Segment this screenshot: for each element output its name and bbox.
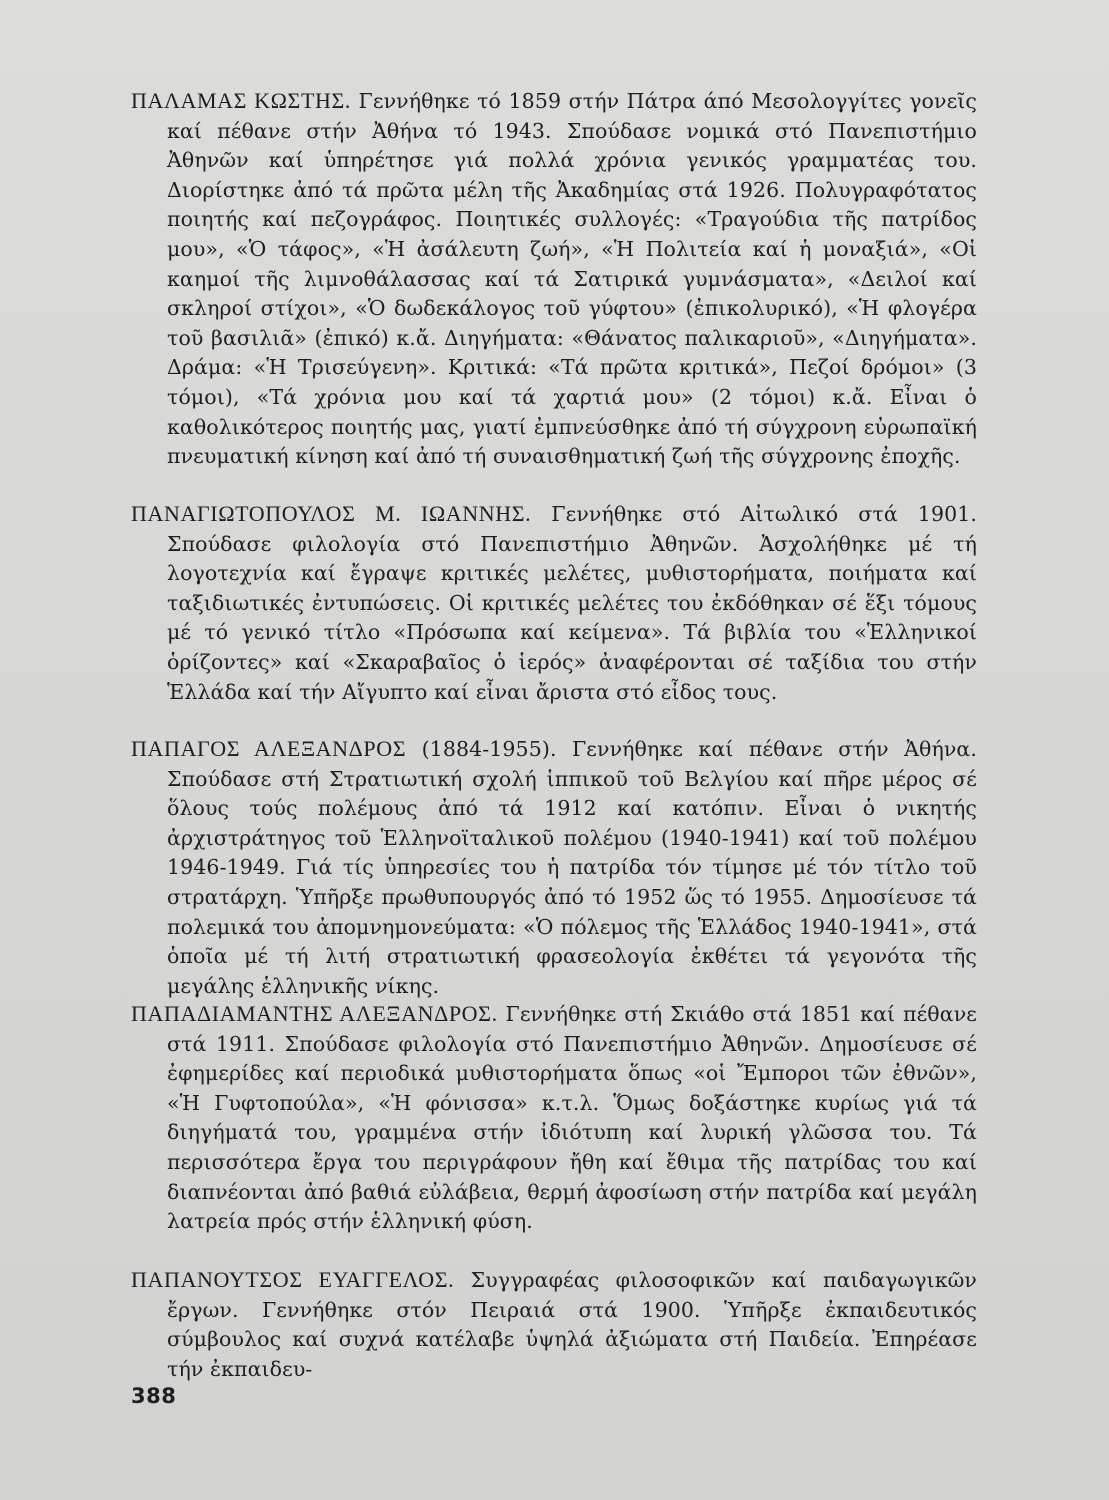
entry-text: Γεννήθηκε στό Αἰτωλικό στά 1901. Σπούδασε φιλολογία στό Πανεπιστήμιο Ἀθηνῶν. Ἀσχολήθηκε μέ τή λογοτεχνία καί ἔγραψε κριτικές μελέτες, μυθιστορήματα, ποιήματα καί ταξιδιωτικές ἐντυπώσεις. Οἱ κριτικές μελέτες του ἐκδόθηκαν σέ ἕξι τόμους μέ τό γενικό τίτλο «Πρόσωπα καί κείμενα». Τά βιβλία του «Ἑλληνικοί ὁρίζοντες» καί «Σκαραβαῖος ὁ ἱερός» ἀναφέρονται σέ ταξίδια του στήν Ἑλλάδα καί τήν Αἴγυπτο καί εἶναι ἄριστα στό εἶδος τους.	[167, 502, 977, 704]
entry-paragraph	[131, 499, 977, 707]
entry-paragraph	[131, 999, 977, 1237]
entry-text: (1884-1955). Γεννήθηκε καί πέθανε στήν Ἀθήνα. Σπούδασε στή Στρατιωτική σχολή ἱππικοῦ τοῦ Βελγίου καί πῆρε μέρος σέ ὅλους τούς πολέμους ἀπό τά 1912 καί κατόπιν. Εἶναι ὁ νικητής ἀρχιστράτηγος τοῦ Ἑλληνοϊταλικοῦ πολέμου (1940-1941) καί τοῦ πολέμου 1946-1949. Γιά τίς ὑπηρεσίες του ἡ πατρίδα τόν τίμησε μέ τόν τίτλο τοῦ στρατάρχη. Ὑπῆρξε πρωθυπουργός ἀπό τό 1952 ὥς τό 1955. Δημοσίευσε τά πολεμικά του ἀπομνημονεύματα: «Ὁ πόλεμος τῆς Ἑλλάδος 1940-1941», στά ὁποῖα μέ τή λιτή στρατιωτική φρασεολογία ἐκθέτει τά γεγονότα τῆς μεγάλης ἑλληνικῆς νίκης.	[167, 737, 977, 998]
entry-heading: ΠΑΝΑΓΙΩΤΟΠΟΥΛΟΣ Μ. ΙΩΑΝΝΗΣ.	[131, 501, 532, 526]
entry-heading: ΠΑΠΑΝΟΥΤΣΟΣ ΕΥΑΓΓΕΛΟΣ.	[131, 1267, 455, 1292]
entry-palamas	[131, 86, 977, 472]
entry-panagiotopoulos	[131, 499, 977, 707]
entry-papanoutsos	[131, 1265, 977, 1384]
entry-heading: ΠΑΠΑΓΟΣ ΑΛΕΞΑΝΔΡΟΣ	[131, 736, 407, 761]
page-number: 388	[131, 1384, 177, 1408]
entry-text: Συγγραφέας φιλοσοφικῶν καί παιδαγωγικῶν ἔργων. Γεννήθηκε στόν Πειραιά στά 1900. Ὑπῆρξε ἐκπαιδευτικός σύμβουλος καί συχνά κατέλαβε ὑψηλά ἀξιώματα στή Παιδεία. Ἐπηρέασε τήν ἐκπαιδευ-	[167, 1268, 977, 1381]
entry-text: Γεννήθηκε στή Σκιάθο στά 1851 καί πέθανε στά 1911. Σπούδασε φιλολογία στό Πανεπιστήμιο Ἀθηνῶν. Δημοσίευσε σέ ἐφημερίδες καί περιοδικά μυθιστορήματα ὅπως «οἱ Ἔμποροι τῶν ἐθνῶν», «Ἡ Γυφτοπούλα», «Ἡ φόνισσα» κ.τ.λ. Ὅμως δοξάστηκε κυρίως γιά τά διηγήματά του, γραμμένα στήν ἰδιότυπη καί λυρική γλῶσσα του. Τά περισσότερα ἔργα του περιγράφουν ἤθη καί ἔθιμα τῆς πατρίδας του καί διαπνέονται ἀπό βαθιά εὐλάβεια, θερμή ἀφοσίωση στήν πατρίδα καί μεγάλη λατρεία πρός στήν ἑλληνική φύση.	[167, 1002, 977, 1234]
entry-papadiamantis	[131, 999, 977, 1237]
entry-heading: ΠΑΛΑΜΑΣ ΚΩΣΤΗΣ.	[131, 88, 351, 113]
entry-paragraph	[131, 734, 977, 1001]
entry-papagos	[131, 734, 977, 1001]
entry-paragraph	[131, 1265, 977, 1384]
entry-text: Γεννήθηκε τό 1859 στήν Πάτρα άπό Μεσολογγίτες γονεῖς καί πέθανε στήν Ἀθήνα τό 1943. Σπούδασε νομικά στό Πανεπιστήμιο Ἀθηνῶν καί ὑπηρέτησε γιά πολλά χρόνια γενικός γραμματέας του. Διορίστηκε ἀπό τά πρῶτα μέλη τῆς Ἀκαδημίας στά 1926. Πολυγραφότατος ποιητής καί πεζογράφος. Ποιητικές συλλογές: «Τραγούδια τῆς πατρίδος μου», «Ὁ τάφος», «Ἡ ἀσάλευτη ζωή», «Ἡ Πολιτεία καί ἡ μοναξιά», «Οἱ καημοί τῆς λιμνοθάλασσας καί τά Σατιρικά γυμνάσματα», «Δειλοί καί σκληροί στίχοι», «Ὁ δωδεκάλογος τοῦ γύφτου» (ἐπικολυρικό), «Ἡ φλογέρα τοῦ βασιλιᾶ» (ἐπικό) κ.ἄ. Διηγήματα: «Θάνατος παλικαριοῦ», «Διηγήματα». Δράμα: «Ἡ Τρισεύγενη». Κριτικά: «Τά πρῶτα κριτικά», Πεζοί δρόμοι» (3 τόμοι), «Τά χρόνια μου καί τά χαρτιά μου» (2 τόμοι) κ.ἄ. Εἶναι ὁ καθολικότερος ποιητής μας, γιατί ἐμπνεύσθηκε ἀπό τή σύγχρονη εὐρωπαϊκή πνευματική κίνηση καί ἀπό τή συναισθηματική ζωή τῆς σύγχρονης ἐποχῆς.	[167, 89, 978, 469]
entry-heading: ΠΑΠΑΔΙΑΜΑΝΤΗΣ ΑΛΕΞΑΝΔΡΟΣ.	[131, 1001, 498, 1026]
entry-paragraph	[131, 86, 977, 472]
